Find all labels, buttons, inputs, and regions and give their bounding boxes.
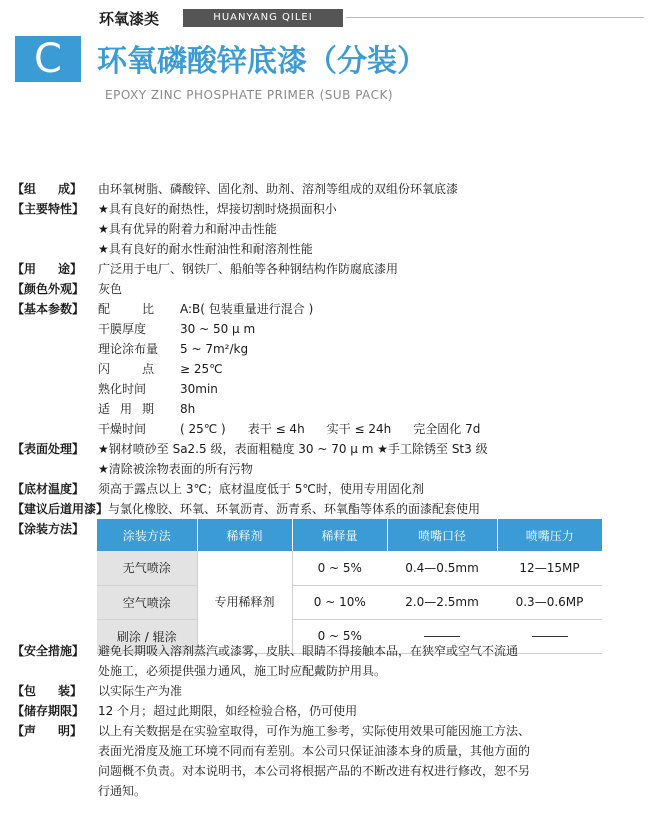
method-label: 【涂装方法】	[12, 522, 85, 536]
color-row	[12, 279, 652, 299]
storage-row	[12, 701, 652, 721]
safety-row	[12, 641, 652, 661]
statement-label: 【声 明】	[12, 724, 82, 738]
color-label: 【颜色外观】	[12, 282, 85, 296]
composition-row	[12, 179, 652, 199]
param-value-pot: 8h	[180, 402, 196, 416]
package-label: 【包 装】	[12, 684, 82, 698]
statement-text: 问题概不负责。对本说明书，本公司将根据产品的不断改进有权进行修改，恕不另	[98, 764, 531, 778]
spec-lower	[12, 641, 652, 801]
table-row	[97, 585, 602, 619]
nozzle-cell: 0.4—0.5mm	[387, 551, 497, 585]
topcoat-text: 与氯化橡胶、环氧、环氧沥青、沥青系、环氧酯等体系的面漆配套使用	[108, 502, 481, 516]
usage-label: 【用 途】	[12, 262, 82, 276]
category-logo	[15, 36, 81, 82]
params-row	[12, 299, 652, 319]
col-header: 喷嘴口径	[387, 519, 497, 551]
feature-item: ★具有良好的耐热性，焊接切割时烧损面积小	[98, 202, 337, 216]
amount-cell: 0 ~ 5%	[292, 551, 387, 585]
param-key-cure: 熟化时间	[98, 382, 147, 396]
dry-temp: ( 25℃ )	[180, 422, 226, 436]
page-header	[0, 0, 662, 110]
surface-text: ★钢材喷砂至 Sa2.5 级，表面粗糙度 30 ~ 70 μ m ★手工除锈至 St3 级	[98, 442, 488, 456]
amount-cell: 0 ~ 10%	[292, 585, 387, 619]
safety-label: 【安全措施】	[12, 644, 85, 658]
statement-text: 行通知。	[98, 784, 147, 798]
spec-body	[12, 179, 652, 539]
feature-item: ★具有良好的耐水性耐油性和耐溶剂性能	[98, 242, 313, 256]
empty-dash	[424, 636, 460, 637]
thinner-cell: 专用稀释剂	[197, 551, 292, 653]
param-row	[12, 339, 652, 359]
category-en-tag: HUANYANG QILEI	[183, 9, 343, 27]
method-cell: 空气喷涂	[97, 585, 197, 619]
storage-text: 12 个月；超过此期限，如经检验合格，仍可使用	[98, 704, 358, 718]
surface-text: ★清除被涂物表面的所有污物	[98, 462, 253, 476]
params-label: 【基本参数】	[12, 302, 85, 316]
param-row	[12, 319, 652, 339]
composition-text: 由环氧树脂、磷酸锌、固化剂、助剂、溶剂等组成的双组份环氧底漆	[98, 182, 459, 196]
param-value-cure: 30min	[180, 382, 218, 396]
features-row	[12, 199, 652, 219]
param-key-dry: 干燥时间	[98, 422, 147, 436]
features-label: 【主要特性】	[12, 202, 85, 216]
param-value-flash: ≥ 25℃	[180, 362, 223, 376]
dry-full: 完全固化 7d	[413, 422, 481, 436]
header-divider	[346, 17, 644, 18]
param-row	[12, 359, 652, 379]
coating-table-header	[97, 519, 602, 551]
safety-text: 避免长期吸入溶剂蒸汽或漆雾，皮肤、眼睛不得接触本品，在狭窄或空气不流通	[98, 644, 519, 658]
page-subtitle: EPOXY ZINC PHOSPHATE PRIMER (SUB PACK)	[105, 88, 394, 102]
safety-text: 处施工，必须提供强力通风，施工时应配戴防护用具。	[98, 664, 387, 678]
storage-label: 【储存期限】	[12, 704, 85, 718]
coating-table	[97, 519, 602, 654]
param-key-pot: 适 用 期	[98, 402, 154, 416]
substrate-row	[12, 479, 652, 499]
method-cell: 无气喷涂	[97, 551, 197, 585]
param-row	[12, 379, 652, 399]
param-row	[12, 419, 652, 439]
pressure-cell: 12—15MP	[497, 551, 602, 585]
col-header: 稀释剂	[197, 519, 292, 551]
col-header: 喷嘴压力	[497, 519, 602, 551]
composition-label: 【组 成】	[12, 182, 82, 196]
usage-text: 广泛用于电厂、钢铁厂、船舶等各种钢结构作防腐底漆用	[98, 262, 399, 276]
logo-letter: C	[34, 36, 62, 82]
substrate-label: 【底材温度】	[12, 482, 85, 496]
col-header: 涂装方法	[97, 519, 197, 551]
substrate-text: 须高于露点以上 3℃；底材温度低于 5℃时，使用专用固化剂	[98, 482, 424, 496]
category-label: 环氧漆类	[99, 10, 160, 28]
feature-item: ★具有优异的附着力和耐冲击性能	[98, 222, 277, 236]
dry-hard: 实干 ≤ 24h	[326, 422, 392, 436]
col-header: 稀释量	[292, 519, 387, 551]
pressure-cell: 0.3—0.6MP	[497, 585, 602, 619]
surface-label: 【表面处理】	[12, 442, 85, 456]
color-text: 灰色	[98, 282, 123, 296]
statement-text: 表面光滑度及施工环境不同而有差别。本公司只保证油漆本身的质量，其他方面的	[98, 744, 531, 758]
dry-surface: 表干 ≤ 4h	[247, 422, 305, 436]
amount-cell: 0 ~ 5%	[292, 619, 387, 653]
nozzle-cell: 2.0—2.5mm	[387, 585, 497, 619]
topcoat-row	[12, 499, 652, 519]
param-key-flash: 闪 点	[98, 362, 154, 376]
package-text: 以实际生产为准	[98, 684, 183, 698]
page-title: 环氧磷酸锌底漆（分装）	[97, 44, 427, 79]
topcoat-label: 【建议后道用漆】	[12, 502, 109, 516]
table-row	[97, 551, 602, 585]
method-cell: 刷涂 / 辊涂	[97, 619, 197, 653]
param-row	[12, 399, 652, 419]
param-key-spread: 理论涂布量	[98, 342, 159, 356]
param-key-ratio: 配 比	[98, 302, 154, 316]
empty-dash	[532, 636, 568, 637]
statement-text: 以上有关数据是在实验室取得，可作为施工参考，实际使用效果可能因施工方法、	[98, 724, 531, 738]
statement-row	[12, 721, 652, 741]
param-value-ratio: A:B( 包装重量进行混合 )	[180, 302, 314, 316]
package-row	[12, 681, 652, 701]
param-value-spread: 5 ~ 7m²/kg	[180, 342, 249, 356]
surface-row	[12, 439, 652, 459]
param-key-film: 干膜厚度	[98, 322, 147, 336]
usage-row	[12, 259, 652, 279]
param-value-film: 30 ~ 50 μ m	[180, 322, 256, 336]
